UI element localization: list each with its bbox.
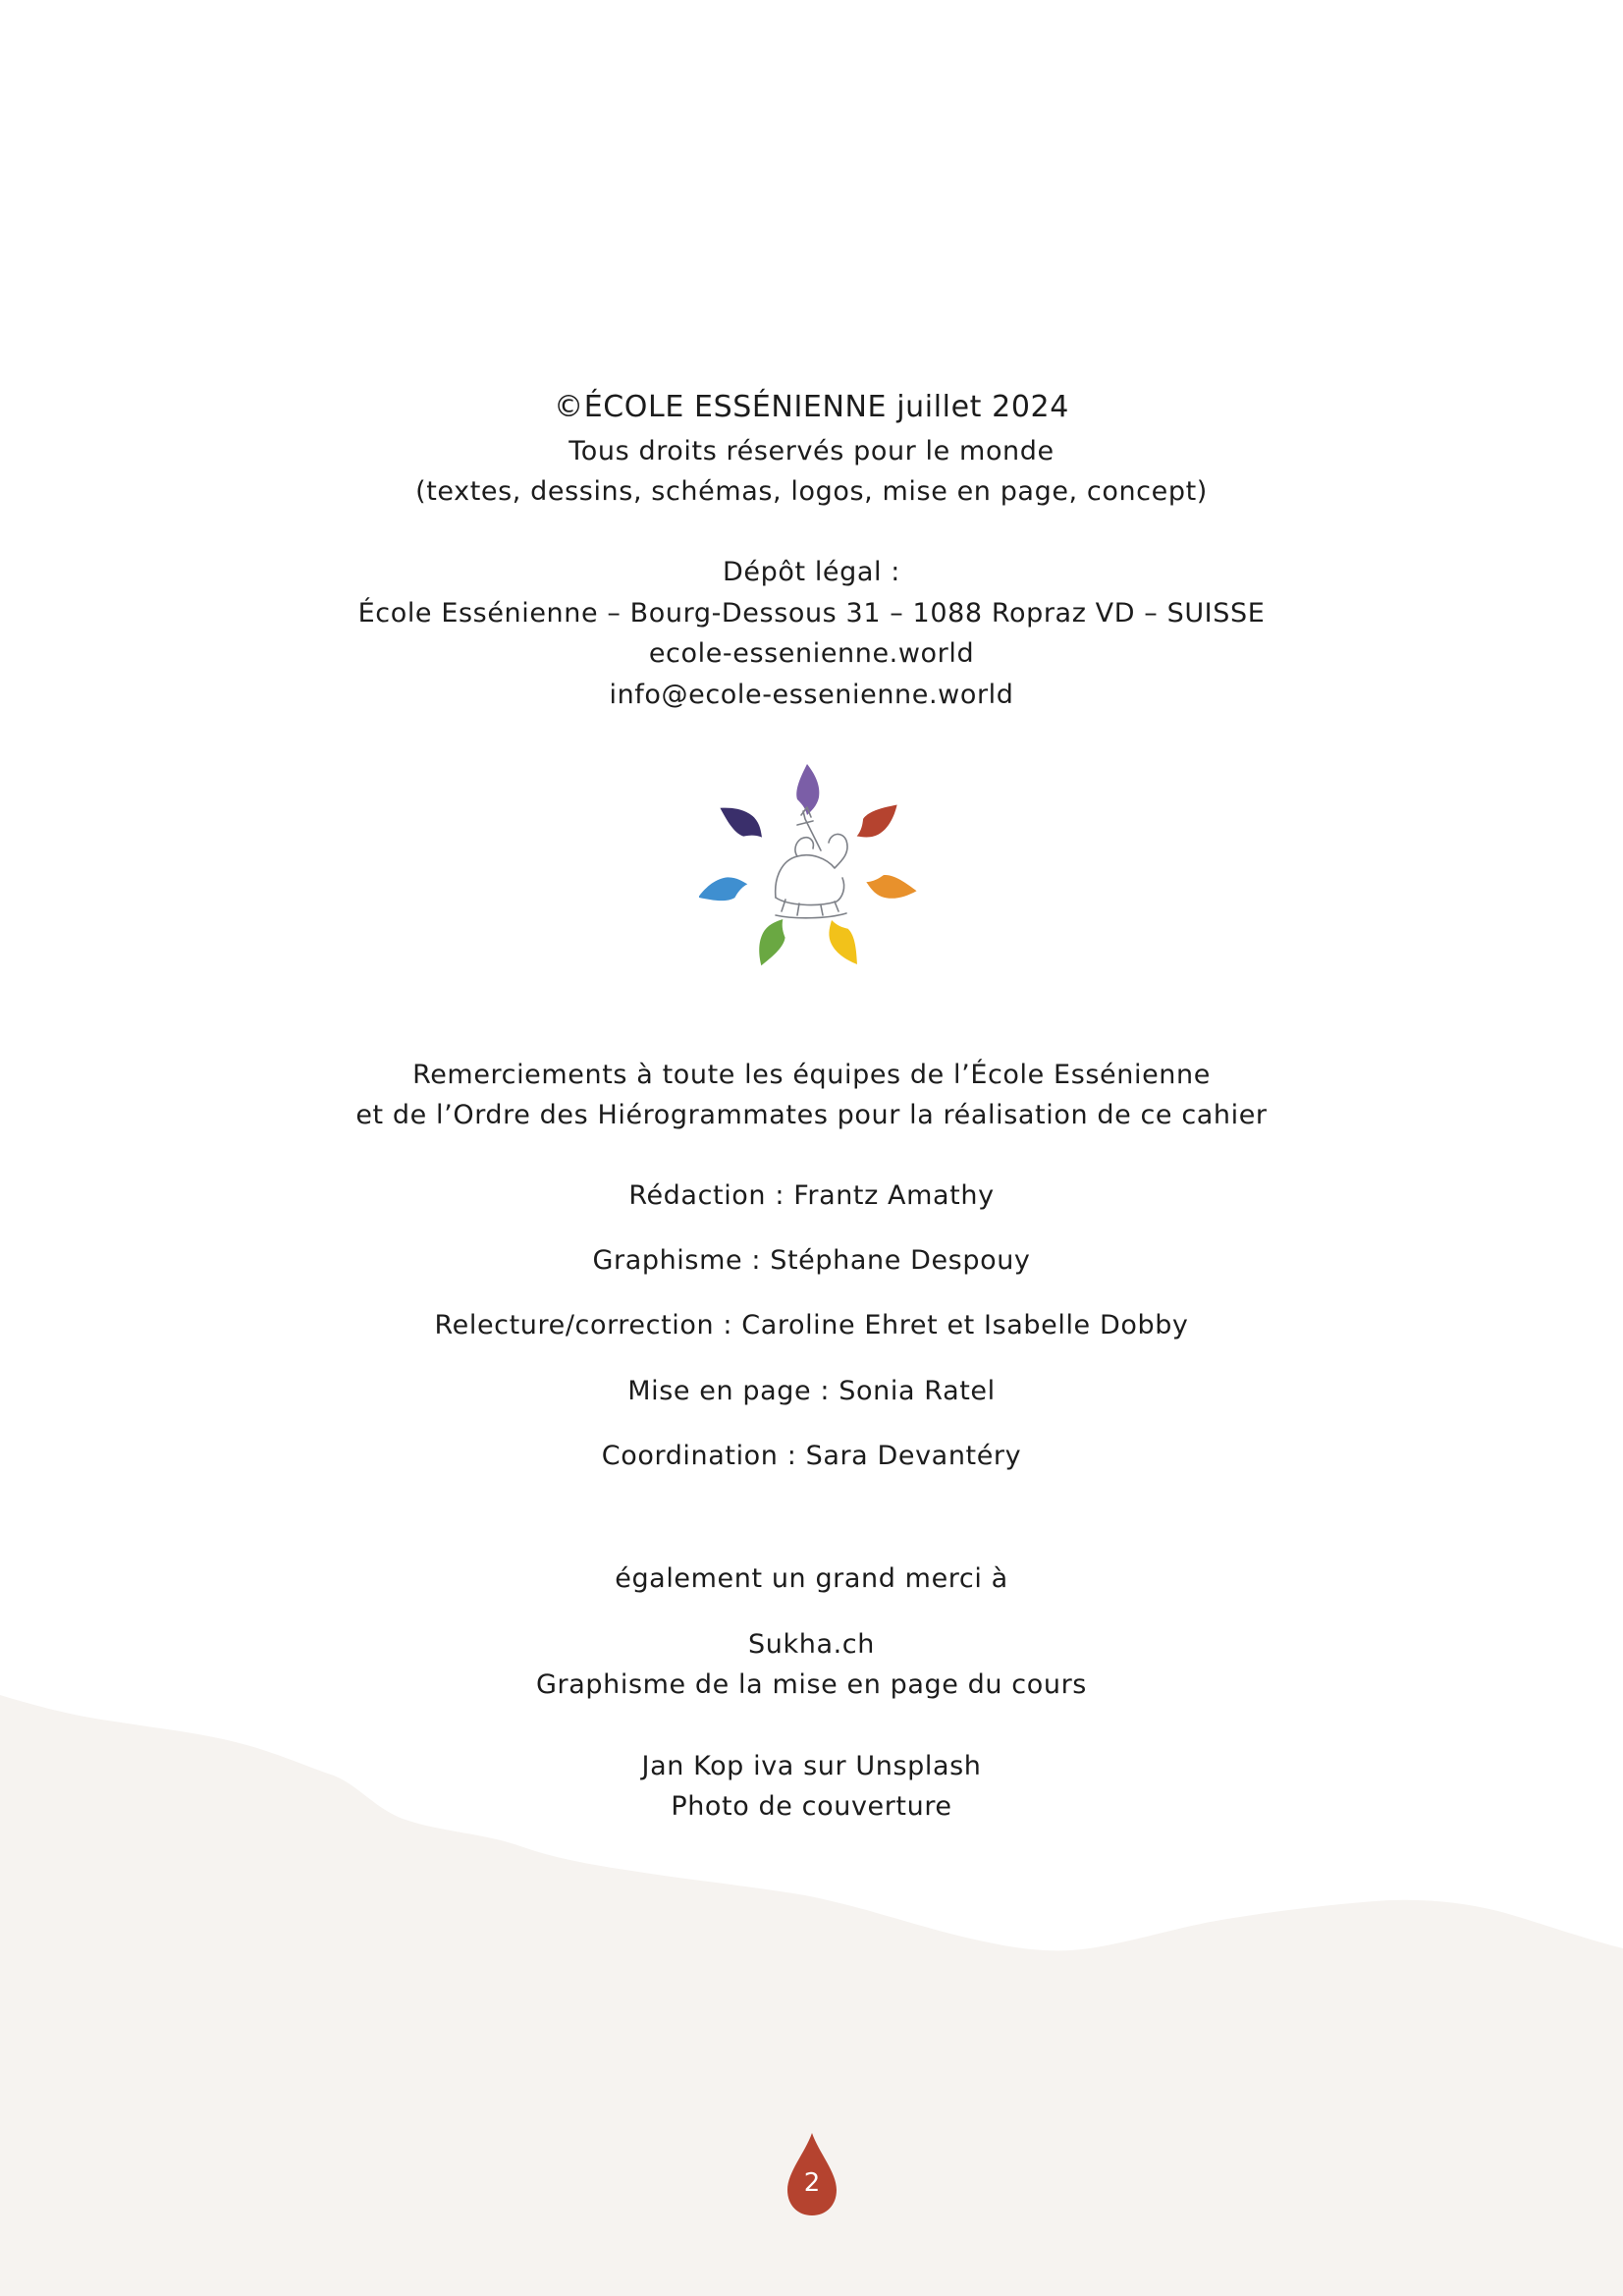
copyright-title: ©ÉCOLE ESSÉNIENNE juillet 2024 — [554, 390, 1069, 424]
thanks-line-2: et de l’Ordre des Hiérogrammates pour la réalisation de ce cahier — [355, 1100, 1268, 1130]
page-number-badge — [785, 2131, 839, 2219]
sukha-role: Graphisme de la mise en page du cours — [536, 1669, 1087, 1700]
rights-text: Tous droits réservés pour le monde — [568, 436, 1055, 466]
credit-relecture: Relecture/correction : Caroline Ehret et Isabelle Dobby — [434, 1310, 1189, 1340]
lamb-with-seven-flames-logo — [699, 762, 925, 968]
credit-coordination: Coordination : Sara Devantéry — [601, 1441, 1022, 1471]
page-number: 2 — [803, 2168, 821, 2198]
rights-scope: (textes, dessins, schémas, logos, mise en page, concept) — [415, 476, 1208, 507]
photo-credit-name: Jan Kop iva sur Unsplash — [641, 1751, 982, 1781]
extra-thanks-heading: également un grand merci à — [615, 1563, 1008, 1594]
website-link[interactable]: ecole-essenienne.world — [648, 638, 975, 669]
legal-deposit-heading: Dépôt légal : — [722, 557, 900, 587]
email-link[interactable]: info@ecole-essenienne.world — [609, 680, 1014, 710]
credit-redaction: Rédaction : Frantz Amathy — [628, 1180, 995, 1211]
credit-mise-en-page: Mise en page : Sonia Ratel — [627, 1376, 996, 1406]
thanks-line-1: Remerciements à toute les équipes de l’École Essénienne — [412, 1060, 1211, 1090]
legal-address: École Essénienne – Bourg-Dessous 31 – 1088 Ropraz VD – SUISSE — [357, 598, 1266, 629]
photo-credit-role: Photo de couverture — [671, 1791, 952, 1822]
credit-graphisme: Graphisme : Stéphane Despouy — [592, 1245, 1031, 1276]
sukha-name: Sukha.ch — [748, 1629, 875, 1660]
